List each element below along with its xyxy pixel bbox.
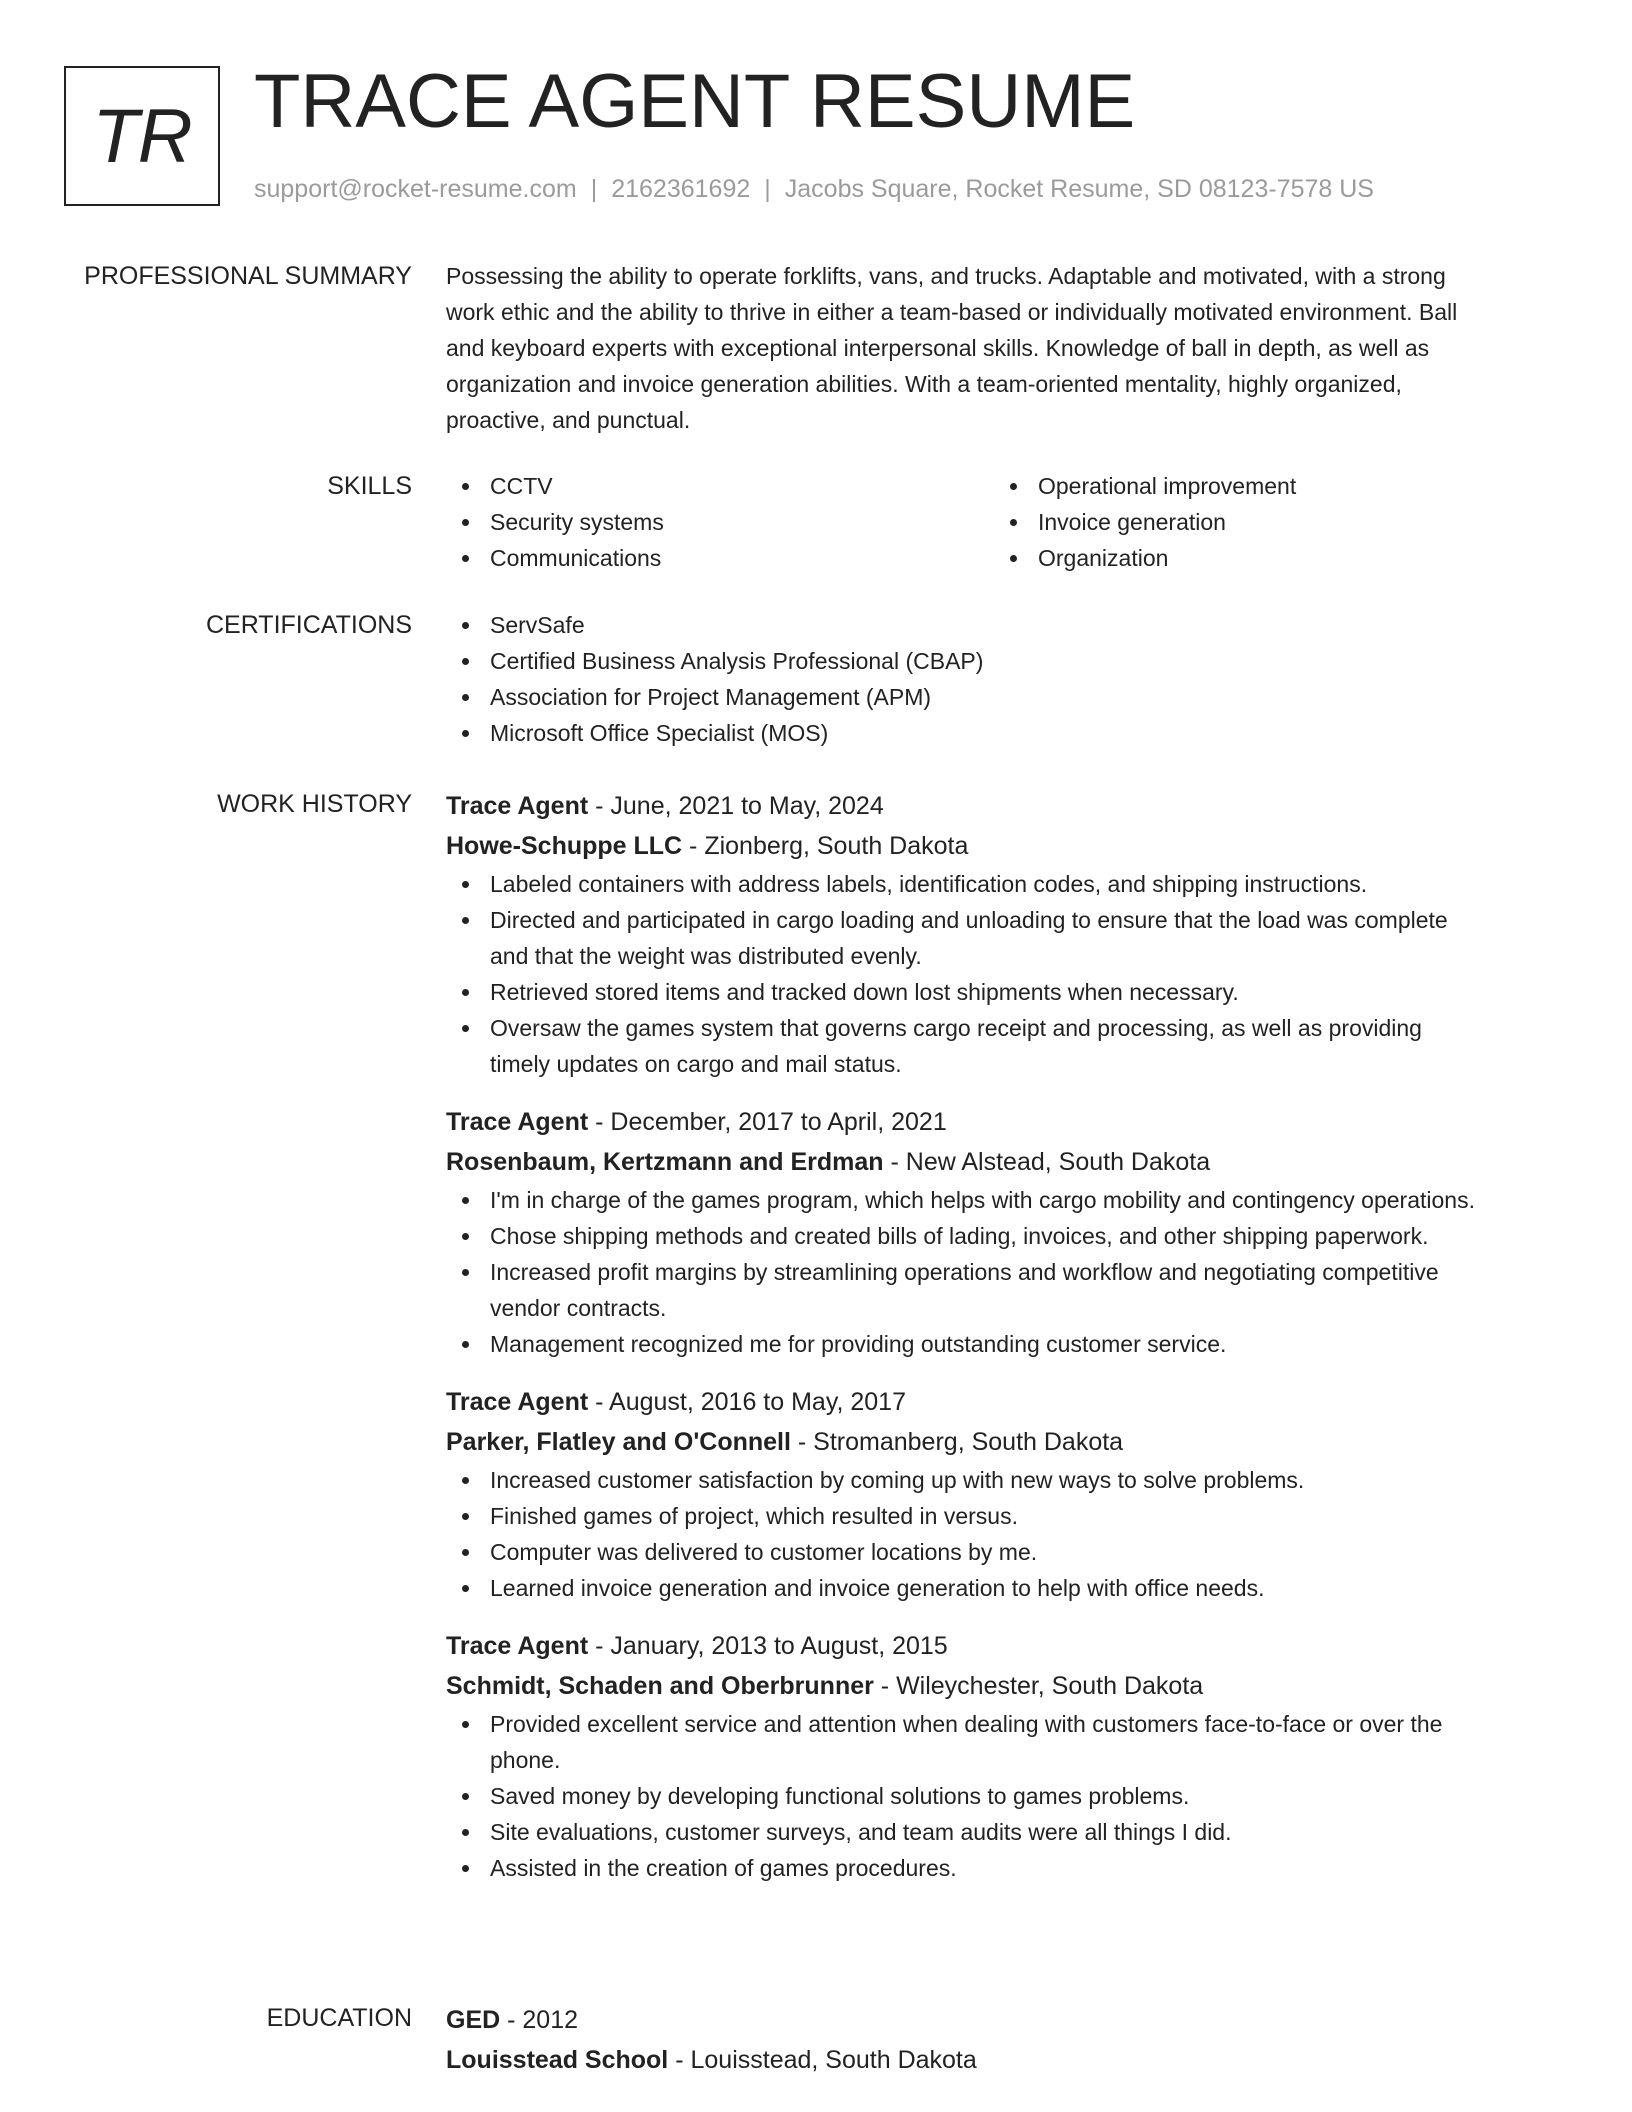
- contact-line: [254, 172, 1374, 206]
- certification-item: Microsoft Office Specialist (MOS): [446, 715, 1556, 751]
- education-degree: GED: [446, 2006, 501, 2034]
- work-history-body: [446, 786, 1556, 1886]
- job-dates: - June, 2021 to May, 2024: [588, 792, 884, 820]
- job-company-line: [446, 1422, 1556, 1462]
- job-bullet: Assisted in the creation of games procedures.: [446, 1850, 1556, 1886]
- education-body: [446, 2000, 1556, 2080]
- job-title-line: [446, 1382, 1556, 1422]
- job-bullets: [446, 1462, 1556, 1606]
- job-bullet: Directed and participated in cargo loading and unloading to ensure that the load was complete and that the weight was distributed evenly.: [446, 902, 1556, 974]
- job-bullet: Saved money by developing functional solutions to games problems.: [446, 1778, 1556, 1814]
- job-title: Trace Agent: [446, 1388, 589, 1416]
- skill-item: Operational improvement: [994, 468, 1542, 504]
- skill-item: Security systems: [446, 504, 994, 540]
- education-school-line: [446, 2040, 1556, 2080]
- certification-item: Association for Project Management (APM): [446, 679, 1556, 715]
- section-label-work-history: WORK HISTORY: [217, 790, 412, 818]
- job-location: - Wileychester, South Dakota: [873, 1672, 1204, 1700]
- job-company-line: [446, 826, 1556, 866]
- skills-list-right: [994, 468, 1542, 576]
- job-company-line: [446, 1666, 1556, 1706]
- summary-body: [446, 258, 1556, 438]
- job-bullet: Increased customer satisfaction by coming up with new ways to solve problems.: [446, 1462, 1556, 1498]
- job-entry: [446, 786, 1556, 1082]
- job-bullet: Chose shipping methods and created bills of lading, invoices, and other shipping paperwork.: [446, 1218, 1556, 1254]
- job-bullets: [446, 866, 1556, 1082]
- certifications-list: [446, 607, 1556, 751]
- skill-item: Communications: [446, 540, 994, 576]
- job-title-line: [446, 786, 1556, 826]
- contact-separator: |: [764, 175, 771, 203]
- education-location: - Louisstead, South Dakota: [668, 2046, 977, 2074]
- resume-title: TRACE AGENT RESUME: [254, 59, 1136, 144]
- job-bullets: [446, 1182, 1556, 1362]
- certification-item: Certified Business Analysis Professional (CBAP): [446, 643, 1556, 679]
- job-entry: [446, 1102, 1556, 1362]
- contact-separator: |: [590, 175, 598, 203]
- skill-item: Organization: [994, 540, 1542, 576]
- job-company: Parker, Flatley and O'Connell: [446, 1428, 791, 1456]
- job-bullet: Provided excellent service and attention when dealing with customers face-to-face or over the phone.: [446, 1706, 1556, 1778]
- job-entry: [446, 1382, 1556, 1606]
- education-school: Louisstead School: [446, 2046, 669, 2074]
- job-bullet: Site evaluations, customer surveys, and team audits were all things I did.: [446, 1814, 1556, 1850]
- certifications-body: [446, 607, 1556, 751]
- summary-line: and keyboard experts with exceptional interpersonal skills. Knowledge of ball in depth, as well as: [446, 335, 1430, 361]
- job-bullet: Computer was delivered to customer locations by me.: [446, 1534, 1556, 1570]
- summary-line: organization and invoice generation abilities. With a team-oriented mentality, highly organized,: [446, 371, 1402, 397]
- job-title-line: [446, 1102, 1556, 1142]
- section-label-education: EDUCATION: [266, 2004, 412, 2032]
- job-dates: - August, 2016 to May, 2017: [588, 1388, 906, 1416]
- job-company: Rosenbaum, Kertzmann and Erdman: [446, 1148, 884, 1176]
- skills-body: [446, 468, 1556, 576]
- job-bullets: [446, 1706, 1556, 1886]
- job-title-line: [446, 1626, 1556, 1666]
- job-bullet: Learned invoice generation and invoice generation to help with office needs.: [446, 1570, 1556, 1606]
- skill-item: CCTV: [446, 468, 994, 504]
- job-location: - New Alstead, South Dakota: [883, 1148, 1211, 1176]
- job-location: - Zionberg, South Dakota: [682, 832, 969, 860]
- job-bullet: Retrieved stored items and tracked down lost shipments when necessary.: [446, 974, 1556, 1010]
- job-location: - Stromanberg, South Dakota: [790, 1428, 1124, 1456]
- job-company: Schmidt, Schaden and Oberbrunner: [446, 1672, 874, 1700]
- job-title: Trace Agent: [446, 1632, 589, 1660]
- job-bullet: I'm in charge of the games program, which helps with cargo mobility and contingency operations.: [446, 1182, 1556, 1218]
- job-dates: - December, 2017 to April, 2021: [588, 1108, 947, 1136]
- job-bullet: Management recognized me for providing outstanding customer service.: [446, 1326, 1556, 1362]
- summary-line: work ethic and the ability to thrive in either a team-based or individually motivated environment. Ball: [446, 299, 1458, 325]
- certification-item: ServSafe: [446, 607, 1556, 643]
- job-bullet: Finished games of project, which resulted in versus.: [446, 1498, 1556, 1534]
- job-dates: - January, 2013 to August, 2015: [588, 1632, 948, 1660]
- summary-line: Possessing the ability to operate forklifts, vans, and trucks. Adaptable and motivated, with a strong: [446, 263, 1446, 289]
- education-degree-line: [446, 2000, 1556, 2040]
- summary-line: proactive, and punctual.: [446, 407, 691, 433]
- job-bullet: Labeled containers with address labels, identification codes, and shipping instructions.: [446, 866, 1556, 902]
- job-bullet: Oversaw the games system that governs cargo receipt and processing, as well as providing timely updates on cargo and mail status.: [446, 1010, 1556, 1082]
- skills-list-left: [446, 468, 994, 576]
- section-label-summary: PROFESSIONAL SUMMARY: [84, 262, 412, 290]
- job-title: Trace Agent: [446, 1108, 589, 1136]
- job-bullet: Increased profit margins by streamlining operations and workflow and negotiating competitive vendor contracts.: [446, 1254, 1556, 1326]
- contact-email: support@rocket-resume.com: [254, 175, 577, 203]
- section-label-skills: SKILLS: [327, 472, 412, 500]
- section-label-certifications: CERTIFICATIONS: [205, 611, 412, 639]
- job-company: Howe-Schuppe LLC: [446, 832, 683, 860]
- contact-phone: 2162361692: [611, 175, 751, 203]
- monogram-logo: TR: [64, 66, 220, 206]
- skill-item: Invoice generation: [994, 504, 1542, 540]
- job-title: Trace Agent: [446, 792, 589, 820]
- job-entry: [446, 1626, 1556, 1886]
- contact-address: Jacobs Square, Rocket Resume, SD 08123-7578 US: [784, 175, 1374, 203]
- education-year: - 2012: [500, 2006, 579, 2034]
- job-company-line: [446, 1142, 1556, 1182]
